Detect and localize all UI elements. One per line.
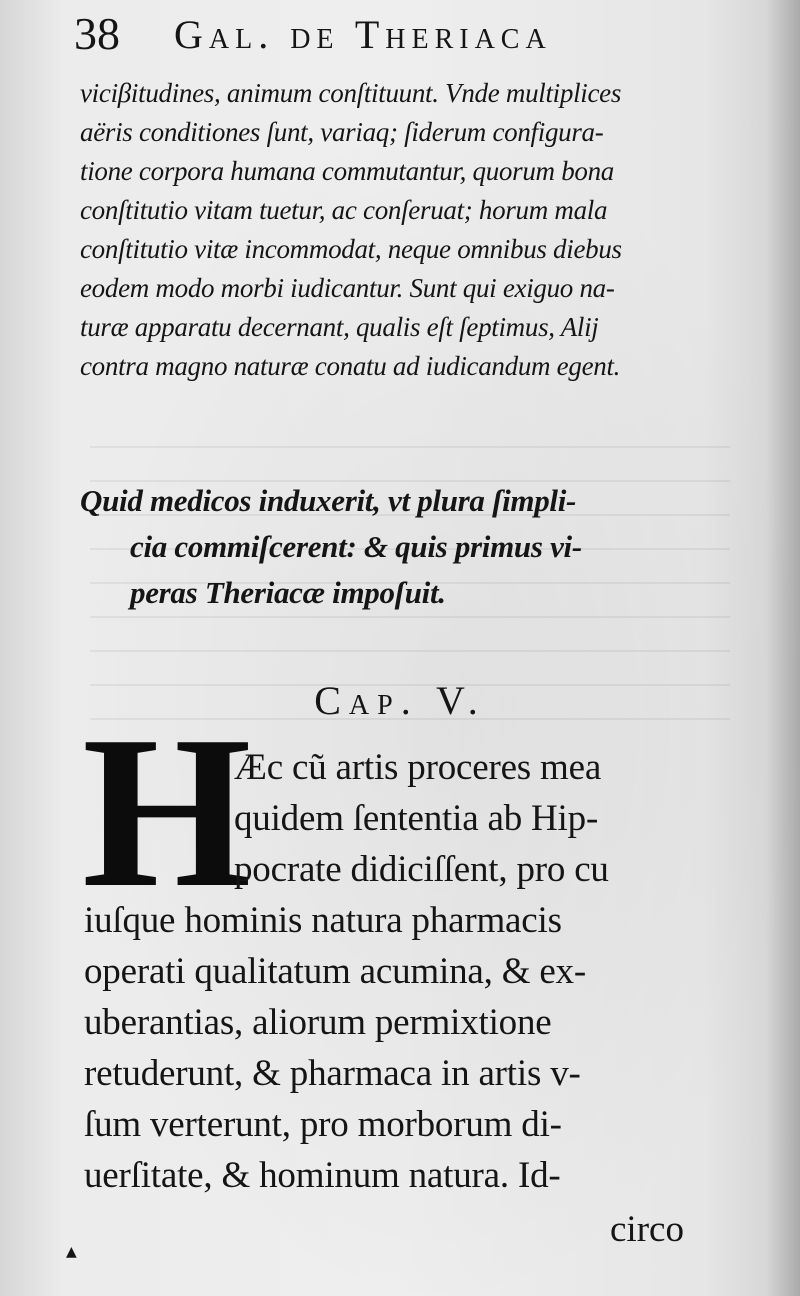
body-line: retuderunt, & pharmaca in artis v-: [84, 1053, 581, 1094]
body-line: iuſque hominis natura pharmacis: [84, 900, 562, 941]
catchword: circo: [610, 1209, 684, 1250]
body-line: Æc cũ artis proceres mea: [234, 747, 602, 788]
text-line: conſtitutio vitæ incommodat, neque omnibus diebus: [80, 234, 622, 264]
text-line: eodem modo morbi iudicantur. Sunt qui exiguo na-: [80, 273, 615, 303]
body-line: quidem ſententia ab Hip-: [234, 798, 599, 839]
text-line: viciβitudines, animum conſtituunt. Vnde multiplices: [80, 78, 622, 108]
body-line: operati qualitatum acumina, & ex-: [84, 951, 586, 992]
body-line: uberantias, aliorum permixtione: [84, 1002, 552, 1043]
heading-line: Quid medicos induxerit, vt plura ſimpli-: [80, 483, 577, 518]
running-title: Gal. de Theriaca: [174, 12, 552, 57]
body-paragraph: [84, 742, 744, 1201]
body-line: pocrate didiciſſent, pro cu: [234, 849, 609, 890]
text-line: turæ apparatu decernant, qualis eſt ſeptimus, Alij: [80, 312, 599, 342]
text-line: tione corpora humana commutantur, quorum bona: [80, 156, 614, 186]
body-line: uerſitate, & hominum natura. Id-: [84, 1155, 561, 1196]
heading-line: cia commiſcerent: & quis primus vi-: [130, 529, 582, 564]
text-line: conſtitutio vitam tuetur, ac conſeruat; horum mala: [80, 195, 608, 225]
page-header: [74, 6, 714, 66]
page-number: 38: [74, 8, 120, 59]
page-gutter-shadow: [766, 0, 800, 1296]
italic-paragraph: [80, 74, 740, 386]
heading-line: peras Theriacæ impoſuit.: [130, 575, 446, 610]
text-line: aëris conditiones ſunt, variaq; ſiderum configura-: [80, 117, 604, 147]
chapter-title: Cap. V.: [314, 678, 486, 723]
text-line: contra magno naturæ conatu ad iudicandum egent.: [80, 351, 621, 381]
body-line: ſum verterunt, pro morborum di-: [84, 1104, 562, 1145]
signature-mark: ▲: [66, 1244, 77, 1260]
drop-cap: H: [82, 692, 252, 933]
section-heading: [80, 478, 750, 616]
